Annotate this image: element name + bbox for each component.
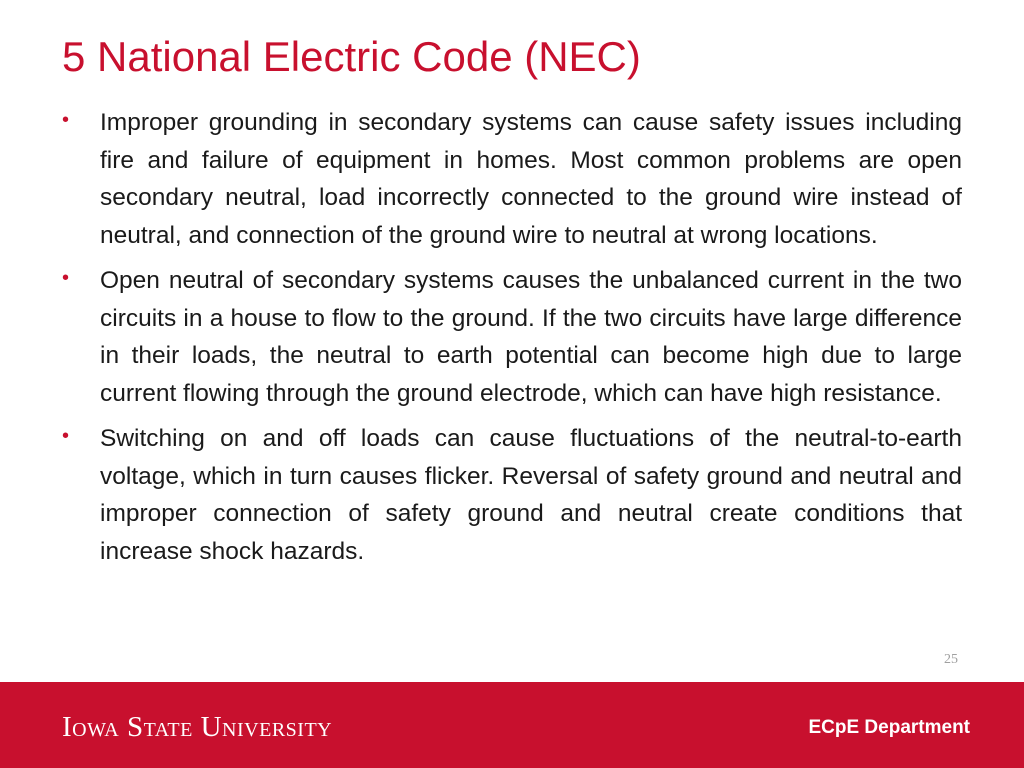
bullet-list: [62, 104, 962, 578]
bullet-item: [62, 104, 962, 254]
department-label: ECpE Department: [808, 717, 970, 738]
page-number: 25: [944, 652, 958, 667]
bullet-text: Open neutral of secondary systems causes the unbalanced current in the two circuits in a house to flow to the ground. If the two circuits have large difference in their loads, the neutral to earth potential can become high due to large current flowing through the ground electrode, which can have high resistance.: [100, 267, 962, 407]
footer-bar: [0, 682, 1024, 768]
bullet-text: Switching on and off loads can cause fluctuations of the neutral-to-earth voltage, which in turn causes flicker. Reversal of safety ground and neutral and improper connection of safety ground and neutral create conditions that increase shock hazards.: [100, 425, 962, 565]
bullet-item: [62, 262, 962, 412]
slide-title: 5 National Electric Code (NEC): [62, 33, 641, 80]
bullet-icon: •: [62, 425, 70, 447]
bullet-icon: •: [62, 267, 70, 289]
bullet-icon: •: [62, 109, 70, 131]
university-logo: Iowa State University: [62, 711, 333, 743]
bullet-text: Improper grounding in secondary systems can cause safety issues including fire and failure of equipment in homes. Most common problems are open secondary neutral, load incorrectly connected to the ground wire instead of neutral, and connection of the ground wire to neutral at wrong locations.: [100, 109, 962, 249]
bullet-item: [62, 420, 962, 570]
